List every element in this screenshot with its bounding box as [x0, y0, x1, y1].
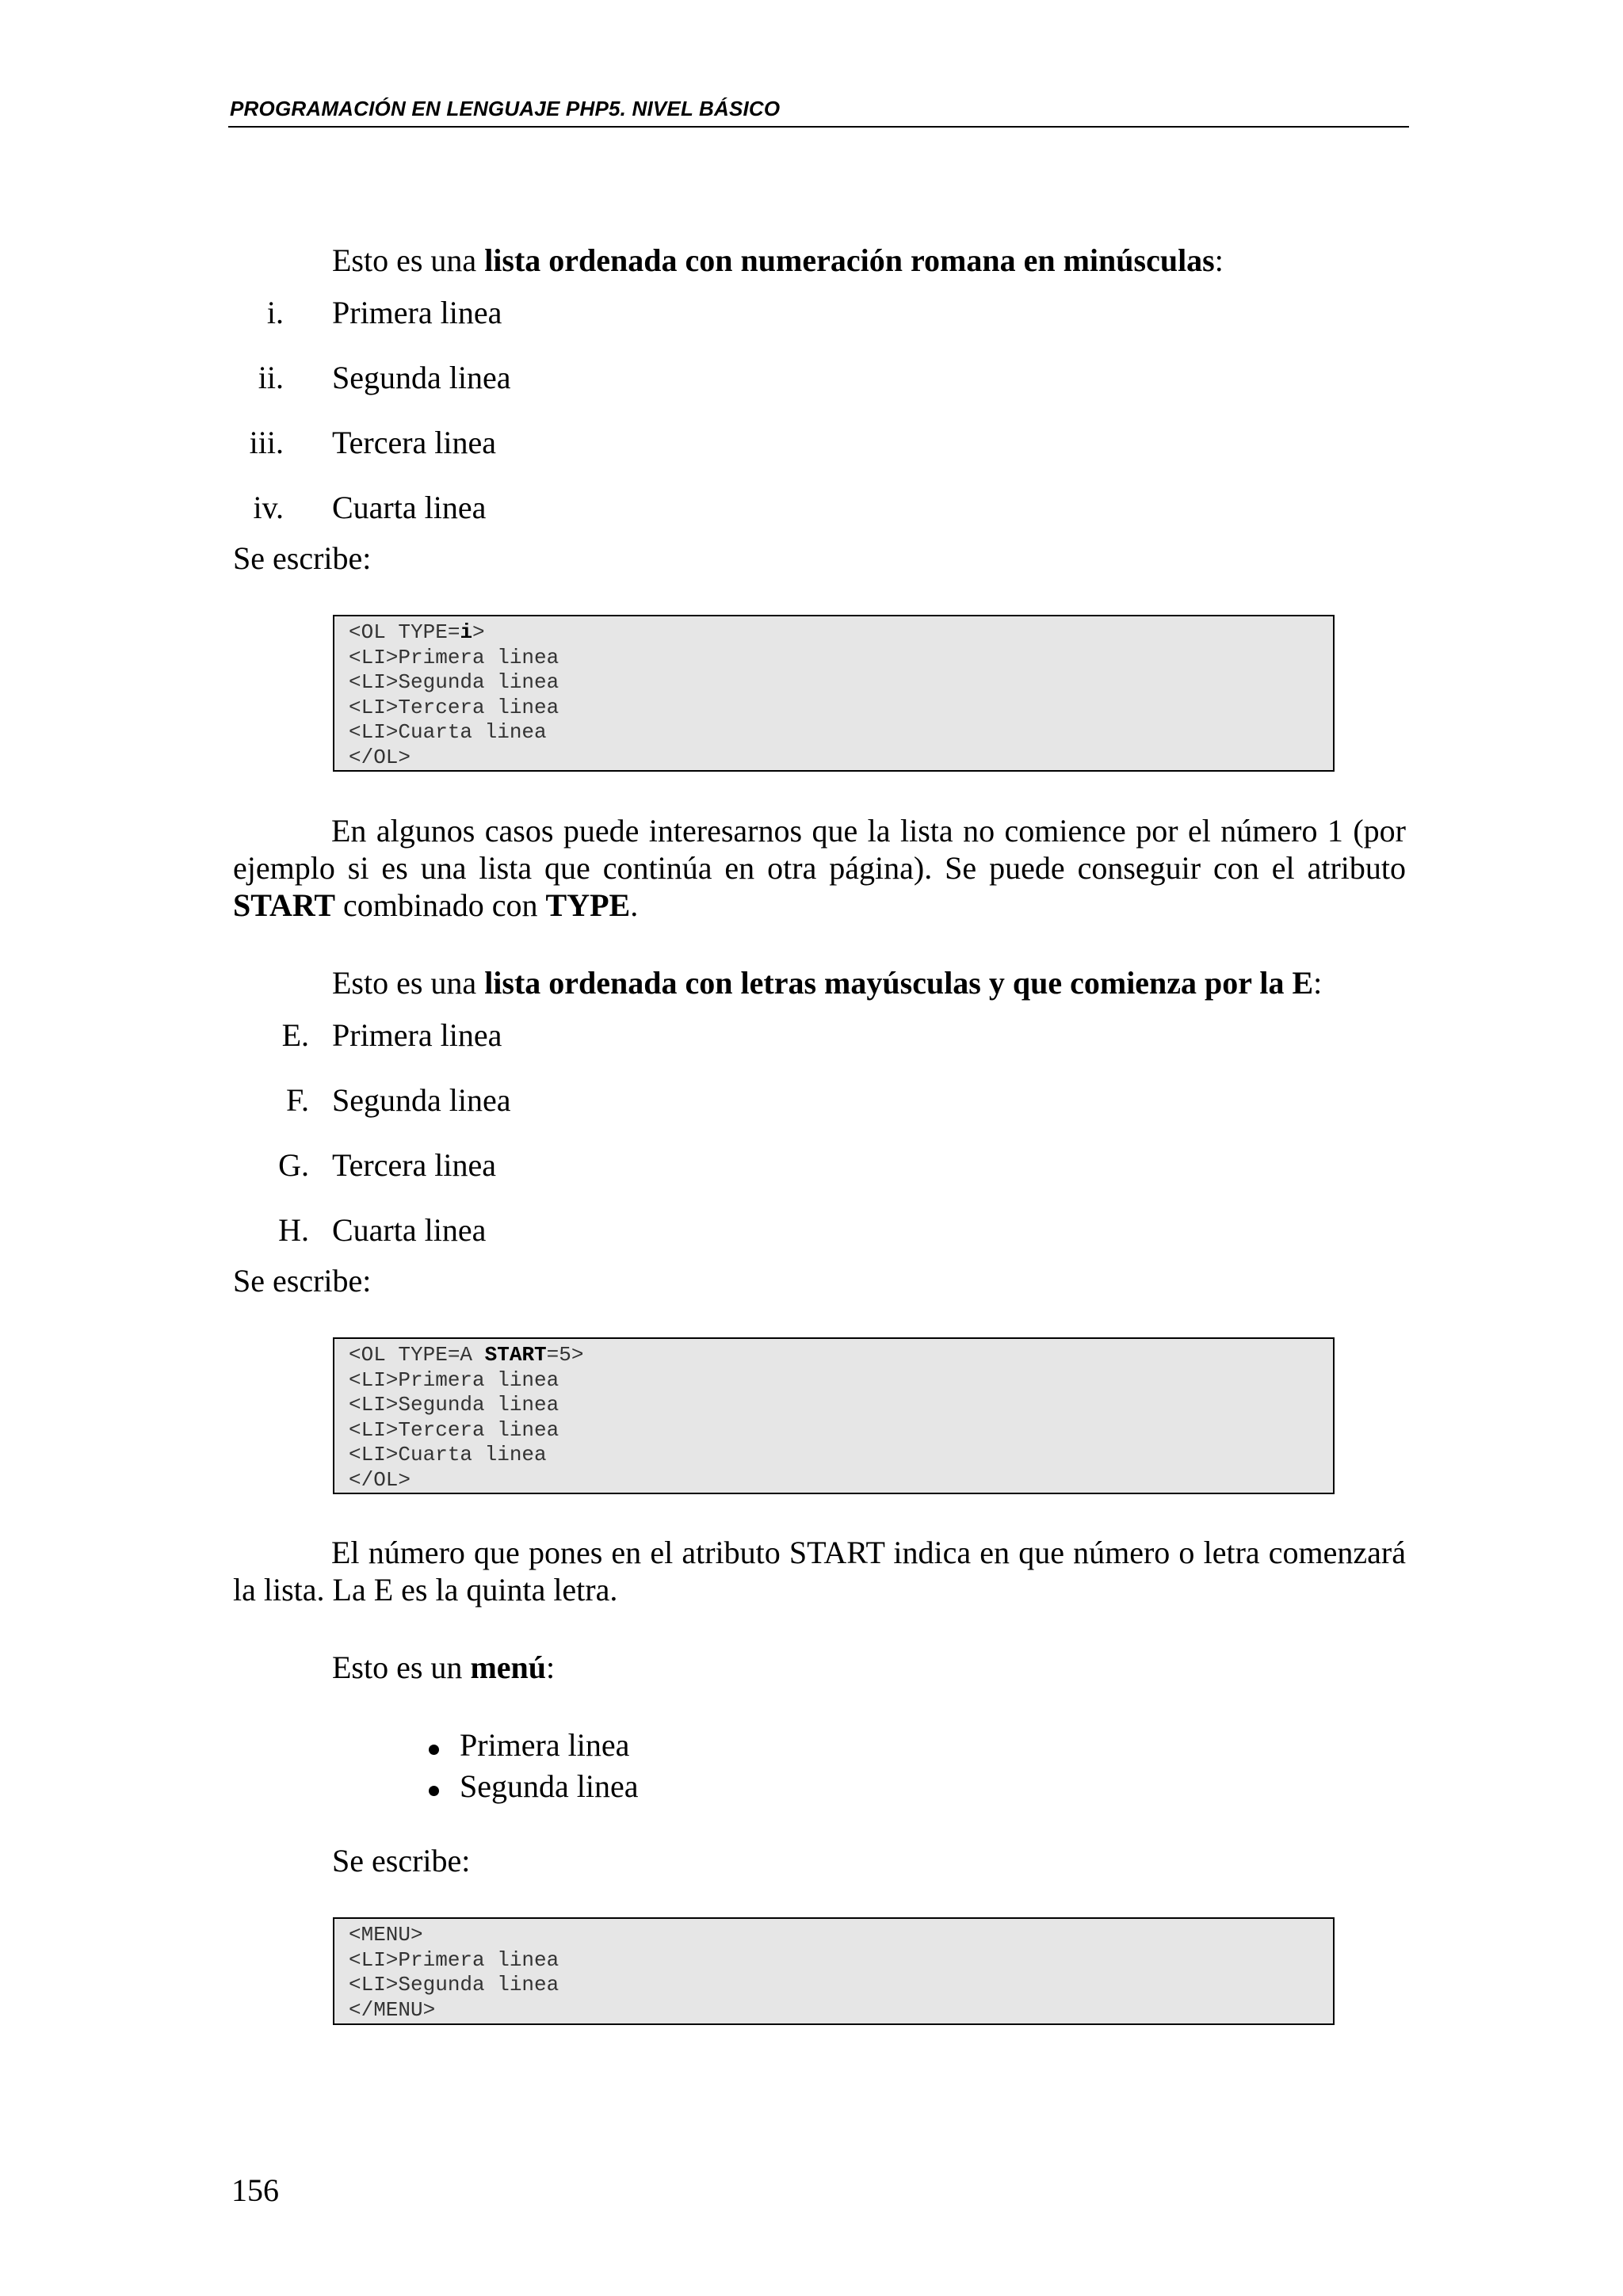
- intro-bold: menú: [470, 1650, 547, 1685]
- page-number: 156: [231, 2172, 279, 2208]
- running-header: PROGRAMACIÓN EN LENGUAJE PHP5. NIVEL BÁSICO: [230, 97, 781, 120]
- list-marker: i.: [266, 295, 284, 330]
- code-line: <LI>Segunda linea: [349, 1393, 559, 1417]
- paragraph-start-attribute: En algunos casos puede interesarnos que la lista no comience por el número 1 (por ejemplo si es una lista que continúa en otra página). Se puede conseguir con el atributo START combinado con TYPE.: [233, 813, 1406, 923]
- list-marker: ii.: [258, 360, 284, 395]
- code-line: <LI>Primera linea: [349, 645, 559, 669]
- list-item: Segunda linea: [332, 1082, 511, 1118]
- intro-colon: :: [1313, 965, 1323, 1001]
- list-item: Segunda linea: [332, 360, 511, 395]
- menu-item: Segunda linea: [460, 1768, 639, 1804]
- code-line: <LI>Segunda linea: [349, 670, 559, 694]
- bullet-icon: [429, 1745, 439, 1755]
- menu-intro: [332, 1650, 555, 1686]
- header-rule: [228, 126, 1409, 128]
- se-escribe-label: Se escribe:: [233, 1263, 372, 1299]
- list-item: Tercera linea: [332, 425, 497, 460]
- list-item: Cuarta linea: [332, 1212, 487, 1248]
- menu-item: Primera linea: [460, 1727, 630, 1763]
- code-line: </OL>: [349, 1467, 411, 1492]
- roman-list-intro: [332, 242, 1224, 279]
- se-escribe-label: Se escribe:: [332, 1843, 471, 1878]
- intro-text: Esto es un: [332, 1650, 471, 1685]
- list-marker: H.: [278, 1212, 309, 1248]
- intro-bold: lista ordenada con numeración romana en minúsculas: [484, 242, 1215, 278]
- list-item: Primera linea: [332, 1017, 502, 1053]
- code-line: <LI>Tercera linea: [349, 1417, 559, 1442]
- alpha-list-intro: [332, 965, 1322, 1001]
- intro-bold: lista ordenada con letras mayúsculas y que comienza por la E: [484, 965, 1314, 1001]
- list-item: Tercera linea: [332, 1147, 497, 1183]
- intro-text: Esto es una: [332, 242, 485, 278]
- bullet-icon: [429, 1786, 439, 1796]
- code-line: <LI>Segunda linea: [349, 1973, 559, 1997]
- intro-colon: :: [546, 1650, 556, 1685]
- code-line: <LI>Tercera linea: [349, 695, 559, 719]
- paragraph-start-number: El número que pones en el atributo START indica en que número o letra comenzará la lista. La E es la quinta letra.: [233, 1535, 1406, 1608]
- list-marker: F.: [285, 1082, 309, 1118]
- list-item: Cuarta linea: [332, 490, 487, 525]
- code-line: <LI>Cuarta linea: [349, 1443, 547, 1466]
- code-block-menu: [333, 1917, 1335, 2025]
- code-line: <LI>Primera linea: [349, 1367, 559, 1392]
- list-item: Primera linea: [332, 295, 502, 330]
- code-line: </OL>: [349, 745, 411, 769]
- intro-colon: :: [1214, 242, 1224, 278]
- list-marker: E.: [281, 1017, 309, 1053]
- se-escribe-label: Se escribe:: [233, 540, 372, 576]
- code-line: <MENU>: [349, 1923, 423, 1947]
- code-line: <LI>Cuarta linea: [349, 720, 547, 744]
- code-line: <OL TYPE=A START=5>: [349, 1343, 584, 1367]
- list-marker: G.: [278, 1147, 309, 1183]
- code-line: </MENU>: [349, 1997, 436, 2022]
- list-marker: iii.: [249, 425, 284, 460]
- code-line: <OL TYPE=i>: [349, 620, 485, 644]
- intro-text: Esto es una: [332, 965, 485, 1001]
- list-marker: iv.: [253, 490, 284, 525]
- code-line: <LI>Primera linea: [349, 1947, 559, 1972]
- code-block-roman: [333, 615, 1335, 772]
- code-block-alpha: [333, 1337, 1335, 1494]
